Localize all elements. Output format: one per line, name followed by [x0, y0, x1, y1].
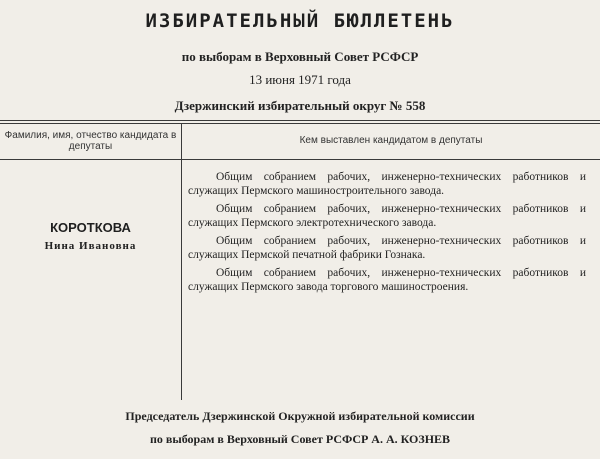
commission-chair-line1: Председатель Дзержинской Окружной избирательной комиссии	[125, 409, 475, 423]
candidate-surname: КОРОТКОВА	[50, 220, 131, 235]
nomination-item: Общим собранием рабочих, инженерно-технических работников и служащих Пермского машиностроительного завода.	[188, 171, 586, 197]
table-top-rule-inner	[0, 123, 600, 124]
ballot-title: ИЗБИРАТЕЛЬНЫЙ БЮЛЛЕТЕНЬ	[145, 10, 455, 32]
column-divider	[181, 124, 182, 400]
nomination-item: Общим собранием рабочих, инженерно-технических работников и служащих Пермского завода торгового машиностроения.	[188, 267, 586, 293]
electoral-district: Дзержинский избирательный округ № 558	[174, 98, 426, 113]
nomination-item: Общим собранием рабочих, инженерно-технических работников и служащих Пермского электротехнического завода.	[188, 203, 586, 229]
election-date: 13 июня 1971 года	[249, 72, 351, 87]
column-header-nominated-by: Кем выставлен кандидатом в депутаты	[299, 135, 483, 146]
column-header-candidate: Фамилия, имя, отчество кандидата в депутаты	[4, 130, 177, 152]
ballot-table	[0, 120, 600, 400]
commission-chair-line2: по выборам в Верховный Совет РСФСР А. А. КОЗНЕВ	[149, 432, 451, 446]
nominations-list	[188, 170, 586, 298]
candidate-given-names: Нина Ивановна	[44, 240, 137, 252]
table-top-rule	[0, 120, 600, 121]
nomination-item: Общим собранием рабочих, инженерно-технических работников и служащих Пермской печатной фабрики Гознака.	[188, 235, 586, 261]
header-bottom-rule	[0, 159, 600, 160]
election-name: по выборам в Верховный Совет РСФСР	[181, 49, 419, 64]
